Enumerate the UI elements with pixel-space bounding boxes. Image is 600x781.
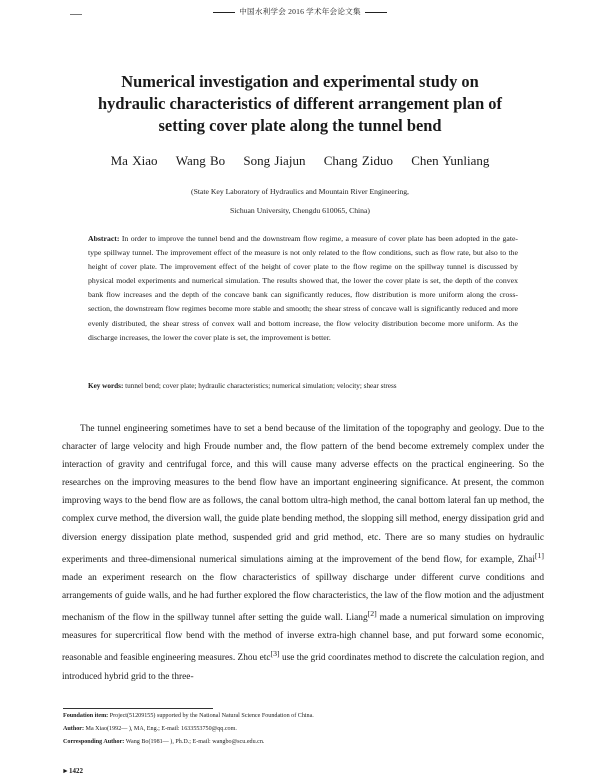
keywords <box>88 382 518 390</box>
keywords-text: tunnel bend; cover plate; hydraulic characteristics; numerical simulation; velocity; shear stress <box>125 382 397 390</box>
body-paragraph <box>62 420 544 686</box>
body-text-segment: use the grid coordinates method to discrete the calculation region, and introduced hybrid grid to the three- <box>62 653 545 682</box>
footnote-text: Ma Xiao(1992— ), MA, Eng.; E-mail: 1633553750@qq.com. <box>85 726 237 732</box>
title-line: hydraulic characteristics of different arrangement plan of <box>98 94 502 113</box>
author-name: Song Jiajun <box>243 153 306 168</box>
citation-ref: [3] <box>270 649 280 659</box>
body-text-segment: The tunnel engineering sometimes have to set a bend because of the limitation of the topography and geology. Due to the character of large velocity and high Froude number and, the flow pattern of the bend become extremely complex under the interaction of gravity and centrifugal force, and this will cause many adverse effects on the practical engineering. So the researches on the improving measures to the bend flow have an important engineering significance. At present, the common improving ways to the bend flow are as follows, the canal bottom ultra-high method, the canal bottom lateral fan up method, the complex curve method, the diversion wall, the guide plate bending method, the slopping sill method, energy dissipation grid and diversion energy dissipation plate method, suspended grid and grid method, etc. There are so many studies on hydraulic experiments and three-dimensional numerical simulations aiming at the improvement of the bend flow, for example, Zhai <box>62 424 544 565</box>
affiliation-line: Sichuan University, Chengdu 610065, China) <box>230 206 370 215</box>
page-number: ►1422 <box>62 767 83 775</box>
affiliation <box>0 182 600 220</box>
header-rule-right <box>365 12 387 13</box>
title-line: setting cover plate along the tunnel bend <box>158 116 442 135</box>
affiliation-line: (State Key Laboratory of Hydraulics and Mountain River Engineering, <box>191 187 409 196</box>
running-header <box>0 6 600 17</box>
author-name: Chang Ziduo <box>323 153 393 168</box>
author-list <box>0 153 600 169</box>
footnote-corresponding <box>63 739 543 745</box>
author-name: Ma Xiao <box>110 153 158 168</box>
footnote-label: Corresponding Author: <box>63 739 125 745</box>
footnote-text: Wang Bo(1981— ), Ph.D.; E-mail: wangbo@scu.edu.cn. <box>125 739 265 745</box>
abstract-text: In order to improve the tunnel bend and the downstream flow regime, a measure of cover plate has been adopted in the gate-type spillway tunnel. The improvement effect of the measure is not only related to the flow conditions, such as flow rate, but also to the height of cover plate. The improvement effect of the height of cover plate to the flow regime on the spillway tunnel is discussed by physical model experiments and numerical simulation. The results showed that, the lower the cover plate is set, the depth of the convex bank flow increases and the depth of the concave bank can significantly reduces, flow distribution is more uniform along the cross-section, the downstream flow regimes become more stable and smooth; the shear stress of concave wall is significantly reduced and more evenly distributed, the shear stress of convex wall and bottom increase, the flow velocity distribution become more uniform. As the discharge increases, the lower the cover plate is set, the improvement is better. <box>88 234 518 342</box>
citation-ref: [2] <box>367 609 377 619</box>
page-number-text: 1422 <box>68 767 83 775</box>
footnote-author <box>63 726 543 732</box>
author-name: Wang Bo <box>175 153 226 168</box>
title-line: Numerical investigation and experimental study on <box>121 72 479 91</box>
footnote-label: Foundation item: <box>63 713 109 719</box>
header-rule-left <box>213 12 235 13</box>
abstract-label: Abstract: <box>88 234 120 243</box>
header-text: 中国水利学会 2016 学术年会论文集 <box>239 7 361 16</box>
footnote-label: Author: <box>63 726 84 732</box>
footnote-rule <box>63 708 213 709</box>
author-name: Chen Yunliang <box>411 153 490 168</box>
footnote-text: Project(51209155) supported by the National Natural Science Foundation of China. <box>109 713 314 719</box>
footnote-foundation <box>63 713 543 719</box>
citation-ref: [1] <box>534 550 544 560</box>
abstract <box>88 232 518 345</box>
body-text-segment: made an experiment research on the flow characteristics of spillway discharge under different curve conditions and arrangements of guide walls, and he had further explored the flow characteristics, the law of the flow motion and the adjustment mechanism of the flow in the spillway tunnel after setting the guide wall. Liang <box>62 572 544 624</box>
body-text-segment: made a numerical simulation on improving measures for supercritical flow bend with the method of inverse extra-high channel base, and put forward some economic, reasonable and feasible engineering measures. Zhou etc <box>62 613 544 664</box>
keywords-label: Key words: <box>88 382 124 390</box>
paper-title <box>30 71 570 137</box>
